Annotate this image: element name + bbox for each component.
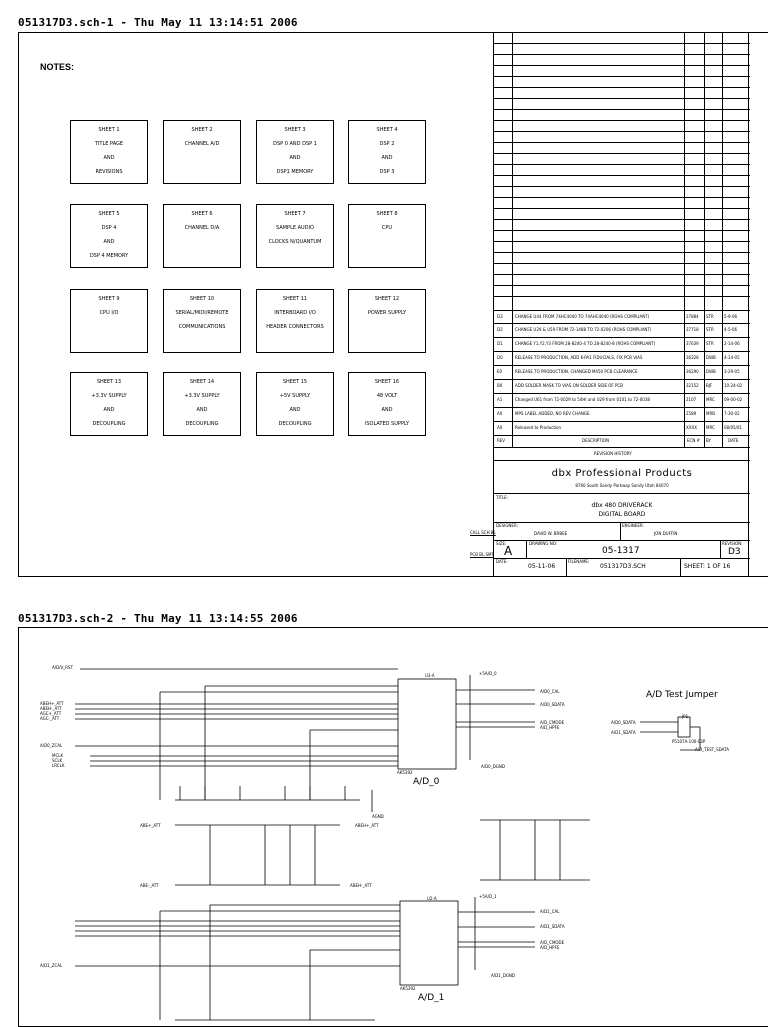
net-label: A/D_HPFE — [540, 945, 560, 950]
net-label: AGC+_ATT — [40, 711, 62, 716]
supply-label: A/D0_DGND — [481, 764, 505, 769]
sheet-index-line: CHANNEL A/D — [184, 141, 220, 147]
side-label: CALL SCH.BL — [470, 530, 496, 535]
sheet-index-line: +5V SUPPLY — [279, 393, 311, 399]
net-label: A/D_HPFE — [540, 725, 560, 730]
net-label: A/D1_SDATA — [540, 924, 565, 929]
chip0-label: A/D_0 — [413, 777, 440, 787]
revision-by: BJF — [706, 383, 713, 388]
sheet-index-line: DSP 3 — [379, 169, 395, 175]
sheet-index-line: DSP 4 — [101, 225, 117, 231]
sheet-index-line: SHEET 9 — [98, 296, 120, 302]
net-label: A/D1_CAL — [540, 909, 560, 914]
chip1-label: A/D_1 — [418, 993, 445, 1003]
ecn-col-header: ECN # — [687, 438, 700, 443]
sheet-index-line: +3.3V SUPPLY — [184, 393, 220, 399]
net-label: A/D0_CAL — [540, 689, 560, 694]
sheet2-header: 051317D3.sch-2 - Thu May 11 13:14:55 2006 — [18, 612, 298, 625]
revision-label: REVISION: — [722, 541, 743, 546]
sheet-index-line: SHEET 6 — [191, 211, 213, 217]
sheet-index-line: DECOUPLING — [185, 421, 219, 427]
side-label: PCB BL.SMT — [470, 552, 494, 557]
revision-desc: ADD SOLDER MASK TO VIAS ON SOLDER SIDE OF PCB — [515, 383, 623, 388]
designer-value: DAVID W. BRBEE — [534, 531, 568, 536]
net-label: ABEH-_ATT — [40, 706, 62, 711]
revision-desc: RELEASE TO PRODUCTION, CHANGED M450 PCB CLEARANCE — [515, 369, 638, 374]
revision-date: 5-9-06 — [724, 314, 738, 319]
revision-rev: A0 — [497, 411, 503, 416]
revision-by: DWB — [706, 355, 716, 360]
net-label: SCLK — [52, 758, 63, 763]
sheet-index-line: CHANNEL D/A — [184, 225, 220, 231]
revision-date: 09-00-02 — [724, 397, 743, 402]
sheet-index-line: DECOUPLING — [92, 421, 126, 427]
sheet-index-line: AND — [103, 407, 115, 413]
sheet-index-line: SHEET 16 — [374, 379, 400, 385]
sheet-index-line: CPU I/O — [99, 310, 119, 316]
company-name: dbx Professional Products — [551, 468, 693, 479]
chip0-body — [398, 679, 456, 769]
sheet-index-line: SHEET 3 — [284, 127, 306, 133]
sheet-index-line: REVISIONS — [95, 169, 123, 175]
revision-desc: CHANGE U29 & U59 FROM 72-1488 TO 72-0206 (ROHS COMPLIANT) — [515, 327, 652, 332]
chip1-part: AK5392 — [400, 986, 416, 991]
net-label: ABE-_ATT — [140, 883, 159, 888]
net-label: A/D0_SDATA — [540, 702, 565, 707]
revision-rev: D1 — [497, 341, 503, 346]
size-value: A — [504, 544, 513, 558]
sheet-index-line: SAMPLE AUDIO — [276, 225, 314, 231]
net-label: LRCLK — [52, 763, 65, 768]
revision-ecn: 36290 — [686, 369, 699, 374]
sheet-index-line: CLOCKS N/QUANTUM — [268, 239, 322, 245]
revision-ecn: 32152 — [686, 383, 699, 388]
sheet-index-line: TITLE PAGE — [94, 141, 124, 147]
sheet-index-line: AND — [196, 407, 208, 413]
title-line1: dbx 480 DRIVERACK — [591, 502, 653, 509]
revision-rev: E0 — [497, 369, 503, 374]
sheet-index-line: SHEET 13 — [96, 379, 122, 385]
revision-desc: CHANGE Y1,Y2,Y3 FROM 28-8240-4 TO 28-8240-8 (ROHS COMPLIANT) — [515, 341, 656, 346]
drawing-number: 05-1317 — [602, 546, 640, 556]
sheet-index-line: SHEET 8 — [376, 211, 398, 217]
supply-label: A/D1_DGND — [491, 973, 515, 978]
chip1-ref: U2-A — [427, 896, 437, 901]
desc-col-header: DESCRIPTION — [582, 438, 610, 443]
revision-by: MRC — [706, 397, 715, 402]
sheet-index-line: AND — [381, 155, 393, 161]
net-label: A/D0_SDATA — [611, 720, 636, 725]
sheet-index-line: SHEET 15 — [282, 379, 308, 385]
by-col-header: BY — [706, 438, 711, 443]
revision-ecn: 2107 — [686, 397, 697, 402]
revision-rev: D2 — [497, 327, 503, 332]
net-label: A/D_TEST_SDATA — [695, 747, 729, 752]
jumper-title: A/D Test Jumper — [646, 690, 718, 700]
sheet-index-line: INTERBOARD I/O — [274, 310, 316, 316]
revision-date: 4-14-05 — [724, 355, 740, 360]
supply-label: AGND — [372, 814, 384, 819]
net-label: A/D/V_RST — [52, 665, 74, 670]
sheet-index-line: SHEET 10 — [189, 296, 215, 302]
revision-rev: A0 — [497, 425, 503, 430]
sheet-index-line: SERIAL/MIDI/REMOTE — [175, 310, 229, 316]
net-label: ABEH+_ATT — [355, 823, 379, 828]
revision-by: STR — [706, 341, 714, 346]
revision-date: 3-29-05 — [724, 369, 740, 374]
sheet-index-line: DSP1 MEMORY — [276, 169, 314, 175]
sheet-index-line: AND — [381, 407, 393, 413]
sheet-index-line: COMMUNICATIONS — [178, 324, 226, 330]
net-label: A/D1_ZCAL — [40, 963, 63, 968]
revision-desc: Released to Production — [515, 425, 562, 430]
supply-label: +5A/D_0 — [479, 671, 497, 676]
sheet-index-line: SHEET 5 — [98, 211, 120, 217]
sheet-index-line: AND — [289, 155, 301, 161]
sheet-index-line: POWER SUPPLY — [367, 310, 407, 316]
revision-history-label: REVISION HISTORY — [594, 451, 632, 456]
sheet-index-line: DSP 0 AND DSP 1 — [273, 141, 317, 147]
net-label: A/D_CMODE — [540, 720, 565, 725]
revision-by: STR — [706, 314, 714, 319]
revision-by: MRC — [706, 425, 715, 430]
revision-desc: MPS LABEL ADDED, NO REV CHANGE. — [515, 411, 591, 416]
engineer-label: ENGINEER: — [622, 523, 644, 528]
sheet-index-line: DSP 2 — [379, 141, 395, 147]
title-label: TITLE: — [496, 495, 509, 500]
drawing-label: DRAWING NO: — [529, 541, 558, 546]
filename-value: 051317D3.SCH — [600, 563, 646, 570]
supply-label: +5A/D_1 — [479, 894, 497, 899]
net-label: ABEH+_ATT — [40, 701, 64, 706]
sheet-index-line: AND — [103, 155, 115, 161]
net-label: A/D1_SDATA — [611, 730, 636, 735]
net-label: AGC-_ATT — [40, 716, 60, 721]
revision-value: D3 — [728, 547, 741, 557]
sheet-number: SHEET: 1 OF 16 — [684, 563, 731, 570]
sheet-index-line: +3.3V SUPPLY — [91, 393, 127, 399]
date-col-header: DATE — [728, 438, 739, 443]
sheet-index-line: AND — [103, 239, 115, 245]
sheet-index-line: SHEET 2 — [191, 127, 213, 133]
chip0-part: AK5392 — [397, 770, 413, 775]
sheet-index-line: DSP 4 MEMORY — [89, 253, 129, 259]
jumper-part: JP1 — [682, 714, 689, 719]
net-label: MCLK — [52, 753, 64, 758]
engineer-value: JON DUFFIN — [654, 531, 678, 536]
sheet-index-line: SHEET 14 — [189, 379, 215, 385]
revision-date: 2-14-06 — [724, 341, 740, 346]
net-label: A/D0_ZCAL — [40, 743, 63, 748]
sheet-index-line: ISOLATED SUPPLY — [364, 421, 410, 427]
size-label: SIZE: — [496, 541, 507, 546]
revision-ecn: 37639 — [686, 341, 699, 346]
revision-ecn: 36328 — [686, 355, 699, 360]
rev-col-header: REV — [497, 438, 506, 443]
revision-ecn: 37718 — [686, 327, 699, 332]
designer-label: DESIGNER: — [496, 523, 518, 528]
revision-rev: D3 — [497, 314, 503, 319]
sheet-index-line: SHEET 12 — [374, 296, 400, 302]
chip0-ref: U3-A — [425, 673, 435, 678]
net-label: ABEH-_ATT — [350, 883, 372, 888]
revision-rev: A1 — [497, 397, 503, 402]
sheet-index-line: SHEET 11 — [282, 296, 308, 302]
revision-date: 4-5-06 — [724, 327, 738, 332]
revision-desc: RELEASE TO PRODUCTION, ADD K-PA1 FIDUCIALS, FIX PCB VIAS — [515, 355, 643, 360]
date-value: 05-11-06 — [528, 563, 556, 570]
sheet-index-line: HEADER CONNECTORS — [266, 324, 324, 330]
revision-by: MRB — [706, 411, 715, 416]
sheet-index-line: CPU — [381, 225, 393, 231]
revision-desc: Changed U61 from 72-0029 to 54HI and U29 from 0101 to 72-0038 — [515, 397, 650, 402]
net-label: ABE+_ATT — [140, 823, 161, 828]
revision-date: 08/05/01 — [724, 425, 742, 430]
jumper-ref: P5107A-100-03P — [672, 739, 706, 744]
title-line2: DIGITAL BOARD — [598, 511, 646, 518]
revision-by: STR — [706, 327, 714, 332]
revision-date: 7-30-02 — [724, 411, 740, 416]
sheet-index-line: SHEET 7 — [284, 211, 306, 217]
sheet1-header: 051317D3.sch-1 - Thu May 11 13:14:51 2006 — [18, 16, 298, 29]
revision-ecn: 2589 — [686, 411, 697, 416]
sheet-index-line: SHEET 1 — [98, 127, 120, 133]
revision-by: DWB — [706, 369, 716, 374]
revision-ecn: 37884 — [686, 314, 699, 319]
revision-rev: D0 — [497, 355, 503, 360]
sheet-index-line: SHEET 4 — [376, 127, 398, 133]
chip1-body — [400, 901, 458, 985]
revision-date: 10-24-02 — [724, 383, 743, 388]
company-address: 8760 South Sandy Parkway Sandy Utah 84070 — [575, 483, 669, 488]
sheet-index-line: 48 VOLT — [376, 393, 398, 399]
filename-label: FILENAME: — [568, 559, 590, 564]
revision-desc: CHANGE U44 FROM 74HC4040 TO 74AHC4040 (ROHS COMPLIANT) — [515, 314, 650, 319]
net-label: A/D_CMODE — [540, 940, 565, 945]
sheet-index-line: AND — [289, 407, 301, 413]
sheet-index-line: DECOUPLING — [278, 421, 312, 427]
revision-rev: B0 — [497, 383, 503, 388]
date-label: DATE: — [496, 559, 508, 564]
notes-label: NOTES: — [40, 62, 75, 72]
revision-ecn: XXXX — [686, 425, 697, 430]
